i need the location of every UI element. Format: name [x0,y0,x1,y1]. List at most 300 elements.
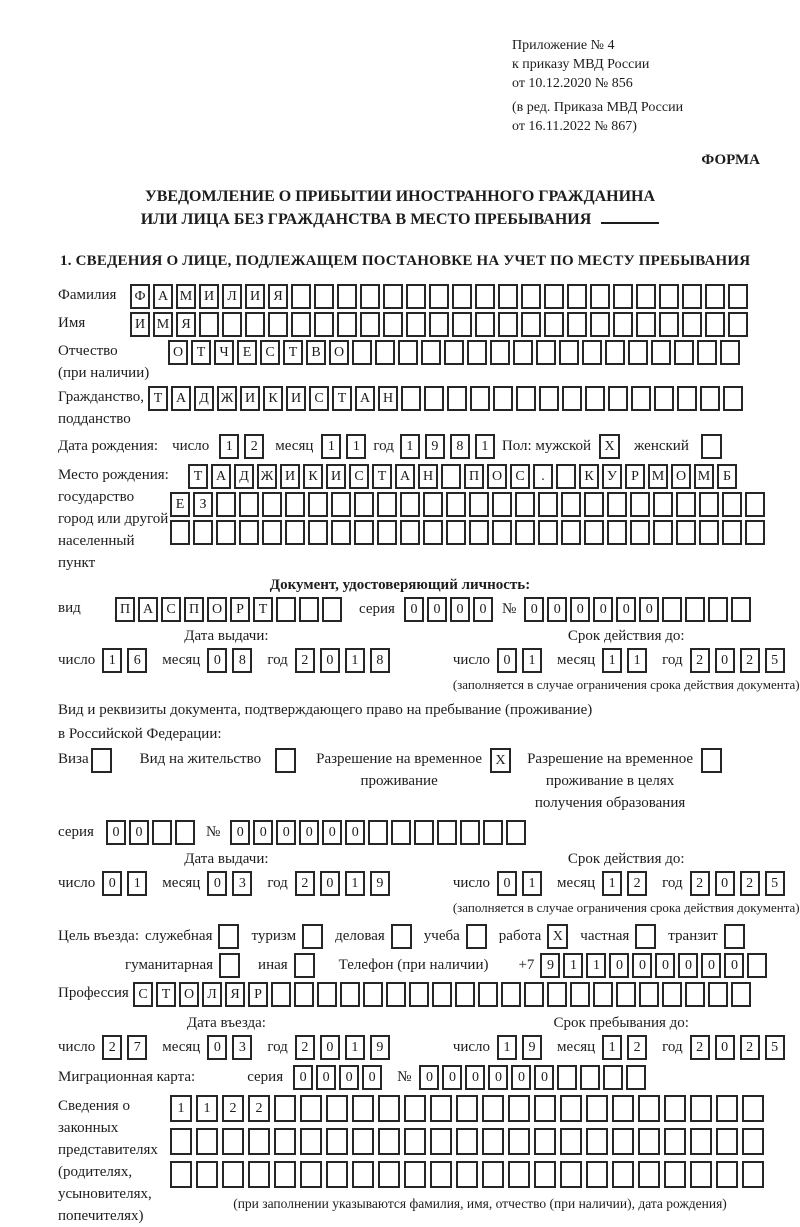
valid2-day-cells [497,871,547,896]
annex-line-2: к приказу МВД России [512,57,650,72]
visa-label: Виза [58,751,89,767]
identity-doc-valid-block [453,626,800,693]
form-cell: 0 [362,1065,382,1090]
form-cell [493,386,513,411]
form-cell [708,982,728,1007]
given-name-row [58,312,786,337]
form-cell [612,1161,634,1188]
valid1-year-label: год [662,652,683,668]
birth-place-cells-row-3 [170,520,768,545]
form-cell [508,1161,530,1188]
form-cell [352,1095,374,1122]
form-cell [560,1128,582,1155]
form-cell [352,340,372,365]
form-cell: 0 [609,953,629,978]
residence-doc-valid-block [453,849,800,916]
form-cell: О [207,597,227,622]
form-cell: 0 [207,871,227,896]
form-cell [613,284,633,309]
issue1-year-label: год [267,652,288,668]
form-cell [446,492,466,517]
form-cell: Р [248,982,268,1007]
visa-checkbox [91,748,112,773]
form-cell: 1 [102,648,122,673]
form-cell: 0 [207,1035,227,1060]
identity-doc-heading: Документ, удостоверяющий личность: [269,577,531,593]
form-cell [398,340,418,365]
purpose-other-checkbox [294,953,315,978]
form-cell [742,1161,764,1188]
form-cell [745,520,765,545]
form-cell [404,1128,426,1155]
form-cell [723,386,743,411]
form-cell: Д [194,386,214,411]
form-cell [406,312,426,337]
stay-day-label: число [452,1039,491,1055]
form-cell: И [245,284,265,309]
form-cell [676,520,696,545]
form-cell [584,492,604,517]
citizenship-label [58,386,148,430]
residence-doc-valid-heading: Срок действия до: [567,851,685,867]
residence-doc-intro-line-1: Вид и реквизиты документа, подтверждающего право на пребывание (проживание) [58,702,593,718]
form-cell [317,982,337,1007]
form-cell [456,1128,478,1155]
sex-female-label: женский [634,438,689,454]
form-cell [383,284,403,309]
form-cell [716,1095,738,1122]
form-cell [262,492,282,517]
form-cell [534,1128,556,1155]
purpose-work-checkbox: X [547,924,568,949]
form-cell: 0 [442,1065,462,1090]
form-cell [378,1095,400,1122]
form-cell [300,1095,322,1122]
form-cell [170,520,190,545]
form-cell [492,520,512,545]
form-cell [291,284,311,309]
form-cell [452,284,472,309]
valid2-month-label: месяц [557,875,596,891]
residence-doc-series-label: серия [58,824,94,840]
form-cell: 9 [425,434,445,459]
form-title-line-2-text: ИЛИ ЛИЦА БЕЗ ГРАЖДАНСТВА В МЕСТО ПРЕБЫВАНИЯ [140,211,592,228]
form-cell [653,520,673,545]
form-cell [716,1128,738,1155]
form-cell: 1 [346,434,366,459]
form-cell: 2 [244,434,264,459]
birth-place-label-line-4: населенный пункт [58,533,135,571]
identity-doc-issue-heading: Дата выдачи: [184,628,269,644]
form-cell [651,340,671,365]
form-cell [560,1161,582,1188]
form-cell [638,1128,660,1155]
purpose-tourism-checkbox [302,924,323,949]
purpose-private-label: частная [580,928,630,944]
form-cell: 1 [345,1035,365,1060]
form-cell [516,386,536,411]
form-cell [612,1095,634,1122]
entry-stay-dates [58,1013,800,1060]
form-cell [423,520,443,545]
annex-line-1: Приложение № 4 [512,38,615,53]
form-cell [377,492,397,517]
representatives-label-line-1: Сведения о [58,1098,130,1114]
stay-until-date [453,1035,790,1060]
form-cell: 1 [219,434,239,459]
edu-permit-checkbox [701,748,722,773]
form-cell [728,312,748,337]
form-cell [586,1095,608,1122]
patronymic-label-line-2: (при наличии) [58,365,150,381]
form-cell [654,386,674,411]
form-cell [170,1128,192,1155]
form-cell [152,820,172,845]
form-cell [452,312,472,337]
form-cell: 3 [232,871,252,896]
form-cell [731,597,751,622]
form-cell [354,520,374,545]
form-cell: Б [717,464,737,489]
birth-date-row [58,434,786,459]
form-cell [199,312,219,337]
form-cell [444,340,464,365]
surname-row [58,284,786,309]
form-cell: 2 [740,648,760,673]
residence-doc-number-cells [230,820,529,845]
form-cell [331,492,351,517]
form-cell: Т [372,464,392,489]
form-cell [196,1128,218,1155]
form-cell: 0 [293,1065,313,1090]
form-cell: 0 [276,820,296,845]
identity-doc-series-label: серия [359,601,395,617]
form-cell [742,1095,764,1122]
form-cell: 0 [129,820,149,845]
form-cell [636,284,656,309]
form-cell [274,1128,296,1155]
form-cell [607,520,627,545]
stay-day-cells [497,1035,547,1060]
birth-day-cells [219,434,269,459]
form-cell: Т [332,386,352,411]
form-cell: Л [222,284,242,309]
form-cell: 2 [690,1035,710,1060]
form-cell: А [138,597,158,622]
form-cell: 0 [534,1065,554,1090]
identity-doc-kind-row [58,597,786,622]
form-cell [636,312,656,337]
form-cell [378,1161,400,1188]
form-cell: И [130,312,150,337]
purpose-transit-checkbox [724,924,745,949]
migration-card-number-label: № [397,1069,412,1085]
form-cell: Л [202,982,222,1007]
surname-label: Фамилия [58,287,117,303]
entry-month-label: месяц [162,1039,201,1055]
form-cell [429,312,449,337]
form-cell [314,284,334,309]
form-cell [524,982,544,1007]
entry-date-heading: Дата въезда: [186,1015,266,1031]
form-cell: 0 [715,1035,735,1060]
entry-day-label: число [58,1039,96,1055]
form-cell: Н [418,464,438,489]
patronymic-label [58,340,168,384]
form-cell: Т [156,982,176,1007]
form-cell: 9 [540,953,560,978]
residence-doc-series-row [58,820,786,845]
form-cell: 1 [321,434,341,459]
form-cell [432,982,452,1007]
form-cell [639,982,659,1007]
edu-permit-label [527,748,693,814]
form-cell: 0 [715,648,735,673]
purpose-study-label: учеба [423,928,460,944]
form-cell: Т [188,464,208,489]
form-cell [404,1161,426,1188]
form-cell [276,597,296,622]
form-cell: 2 [295,648,315,673]
birth-place-label [58,464,170,574]
form-cell [722,520,742,545]
form-cell: И [326,464,346,489]
form-cell: Ж [257,464,277,489]
form-cell [326,1128,348,1155]
form-cell: 0 [465,1065,485,1090]
form-cell [248,1161,270,1188]
form-cell [175,820,195,845]
form-cell: И [240,386,260,411]
form-cell [222,1161,244,1188]
form-cell [193,520,213,545]
form-cell [406,284,426,309]
form-cell [561,492,581,517]
patronymic-cells [168,340,743,365]
entry-day-cells [102,1035,152,1060]
form-cell [424,386,444,411]
form-cell [586,1128,608,1155]
annex-line-3: от 10.12.2020 № 856 [512,76,633,91]
form-cell: 0 [427,597,447,622]
form-cell: 1 [602,648,622,673]
blank-underline [601,222,659,224]
issue2-month-cells [207,871,257,896]
form-cell: 2 [295,1035,315,1060]
purpose-humanitarian-label: гуманитарная [125,957,214,973]
form-cell [699,492,719,517]
representatives-label-line-2: законных [58,1120,119,1136]
identity-doc-number-label: № [501,601,517,617]
form-cell: 0 [404,597,424,622]
temp-permit-checkbox: X [490,748,511,773]
form-cell [508,1095,530,1122]
purpose-business-checkbox [391,924,412,949]
form-cell: С [349,464,369,489]
issue1-month-cells [207,648,257,673]
birth-year-cells [400,434,500,459]
form-cell: О [671,464,691,489]
identity-doc-dates [58,626,800,693]
form-cell: 0 [724,953,744,978]
form-cell [300,1128,322,1155]
form-cell: П [184,597,204,622]
section1-heading: 1. СВЕДЕНИЯ О ЛИЦЕ, ПОДЛЕЖАЩЕМ ПОСТАНОВКЕ НА УЧЕТ ПО МЕСТУ ПРЕБЫВАНИЯ [60,253,751,269]
citizenship-label-line-1: Гражданство, [58,389,145,405]
form-cell [508,1128,530,1155]
form-cell [603,1065,623,1090]
form-cell: 9 [370,871,390,896]
form-cell [664,1161,686,1188]
residence-permit-label: Вид на жительство [139,751,262,767]
stay-month-label: месяц [557,1039,596,1055]
form-cell [685,982,705,1007]
form-cell [314,312,334,337]
citizenship-cells [148,386,746,411]
form-cell [429,284,449,309]
form-cell: И [286,386,306,411]
form-cell: 6 [127,648,147,673]
form-cell: М [153,312,173,337]
identity-doc-issue-date [58,648,395,673]
form-cell [437,820,457,845]
migration-card-number-cells [419,1065,649,1090]
form-cell [352,1128,374,1155]
form-cell [262,520,282,545]
issue1-year-cells [295,648,395,673]
identity-doc-valid-date [453,648,800,673]
form-cell: 0 [547,597,567,622]
form-cell [274,1095,296,1122]
representatives-cells-row-2 [170,1128,790,1155]
identity-doc-number-cells [524,597,754,622]
form-cell: А [153,284,173,309]
form-cell [383,312,403,337]
entry-date [58,1035,395,1060]
form-cell [521,312,541,337]
form-cell [308,492,328,517]
form-cell [368,820,388,845]
form-cell [659,284,679,309]
residence-doc-issue-block [58,849,395,896]
valid2-year-cells [690,871,790,896]
form-cell: И [280,464,300,489]
form-cell [699,520,719,545]
form-cell: 7 [127,1035,147,1060]
form-cell: 0 [207,648,227,673]
representatives-label-line-4: (родителях, [58,1164,133,1180]
form-cell: К [303,464,323,489]
birth-place-row [58,464,786,574]
form-cell [539,386,559,411]
form-cell: М [694,464,714,489]
form-cell: 1 [602,1035,622,1060]
form-cell [716,1161,738,1188]
form-cell [536,340,556,365]
form-cell [469,492,489,517]
form-cell [630,492,650,517]
form-cell [608,386,628,411]
form-cell [586,1161,608,1188]
form-cell [630,520,650,545]
form-cell: Я [225,982,245,1007]
form-cell [285,520,305,545]
form-cell [300,1161,322,1188]
form-cell: Н [378,386,398,411]
form-cell: 0 [570,597,590,622]
form-cell: 2 [690,648,710,673]
form-cell [430,1095,452,1122]
valid2-year-label: год [662,875,683,891]
form-cell [628,340,648,365]
identity-doc-issue-block [58,626,395,673]
entry-month-cells [207,1035,257,1060]
form-cell: Т [253,597,273,622]
form-cell [299,597,319,622]
form-cell: 2 [740,1035,760,1060]
purpose-study-checkbox [466,924,487,949]
issue1-day-label: число [58,652,96,668]
form-cell [544,284,564,309]
identity-doc-valid-note: (заполняется в случае ограничения срока действия документа) [452,677,800,692]
form-cell: Ж [217,386,237,411]
entry-year-label: год [267,1039,288,1055]
form-cell: 0 [616,597,636,622]
form-cell [456,1095,478,1122]
residence-permit-options [58,748,800,814]
stay-year-label: год [662,1039,683,1055]
form-cell [705,312,725,337]
form-cell [216,492,236,517]
form-cell [506,820,526,845]
form-cell: 0 [299,820,319,845]
form-cell: . [533,464,553,489]
form-cell [245,312,265,337]
form-cell: 2 [248,1095,270,1122]
form-cell: 8 [232,648,252,673]
form-cell [501,982,521,1007]
form-title [0,185,800,231]
form-cell: 2 [627,871,647,896]
form-cell [584,520,604,545]
form-cell [414,820,434,845]
form-cell [747,953,767,978]
representatives-cells-row-1 [170,1095,790,1122]
form-cell: 0 [715,871,735,896]
representatives-label-line-5: усыновителях, [58,1186,152,1202]
form-cell: 0 [320,871,340,896]
form-cell: 8 [370,648,390,673]
form-cell [580,1065,600,1090]
form-cell: 1 [345,648,365,673]
citizenship-label-line-2: подданство [58,411,131,427]
form-cell [326,1095,348,1122]
form-cell [659,312,679,337]
form-cell: А [211,464,231,489]
phone-cells [540,953,770,978]
form-title-line-1: УВЕДОМЛЕНИЕ О ПРИБЫТИИ ИНОСТРАННОГО ГРАЖДАНИНА [144,188,656,205]
form-cell [631,386,651,411]
entry-purpose-row-1 [58,924,800,949]
form-cell [322,597,342,622]
form-cell [196,1161,218,1188]
given-name-label: Имя [58,315,86,331]
form-cell [423,492,443,517]
form-cell: 5 [765,871,785,896]
valid1-day-cells [497,648,547,673]
form-cell [291,312,311,337]
valid1-month-cells [602,648,652,673]
